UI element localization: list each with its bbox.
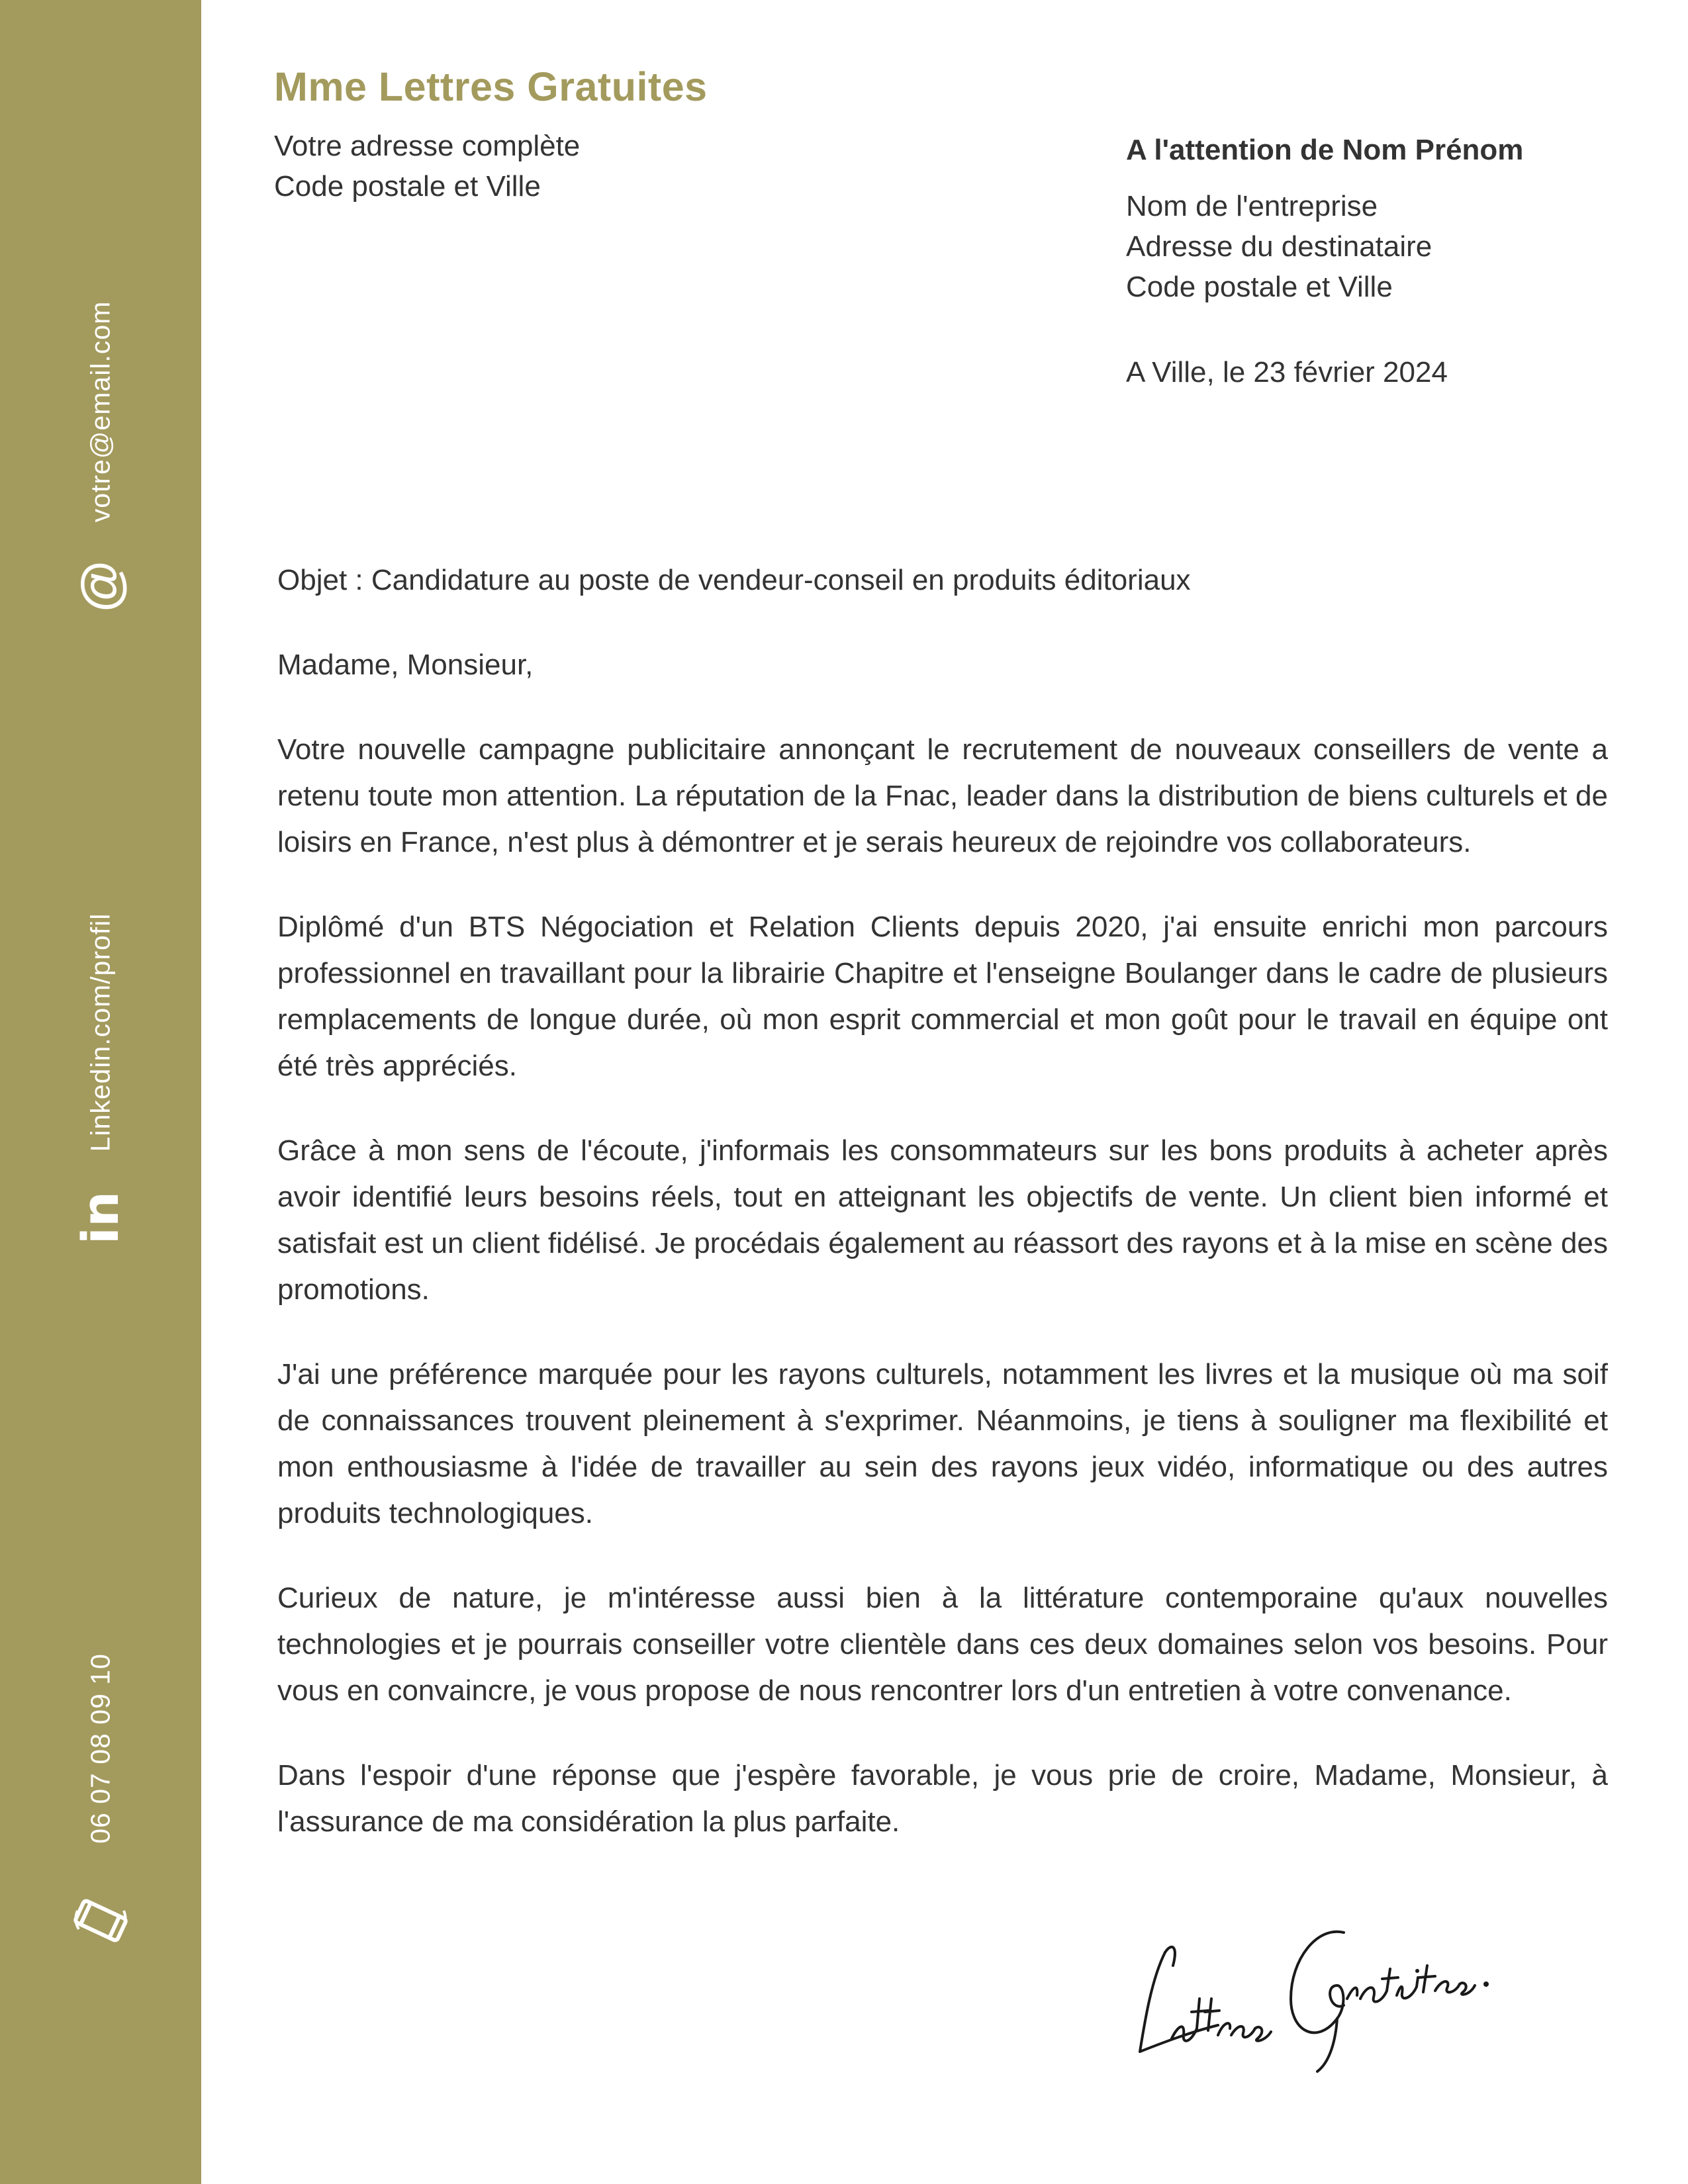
letter-paragraph: Diplômé d'un BTS Négociation et Relation Clients depuis 2020, j'ai ensuite enrichi mon parcours professionnel en travaillant pour la librairie Chapitre et l'enseigne Boulanger dans le cadre de plusieurs remplacements de longue durée, où mon esprit commercial et mon goût pour le travail en équipe ont été très appréciés.: [277, 911, 1608, 1082]
sender-city: Code postale et Ville: [274, 170, 541, 203]
sender-address: Votre adresse complète: [274, 130, 581, 162]
email-text: votre@email.com: [85, 300, 116, 523]
letter-paragraph: Curieux de nature, je m'intéresse aussi bien à la littérature contemporaine qu'aux nouvelles technologies et je pourrais conseiller votre clientèle dans ces deux domaines selon vos besoins. Pour vous en convaincre, je vous propose de nous rencontrer lors d'un entretien à votre convenance.: [277, 1582, 1608, 1707]
letter-salutation: Madame, Monsieur,: [277, 649, 534, 681]
sidebar: votre@email.com @ Linkedin.com/profil in 06 07 08 09 10: [0, 0, 201, 2184]
sender-name: Mme Lettres Gratuites: [274, 64, 708, 109]
letter-paragraph: Grâce à mon sens de l'écoute, j'informais les consommateurs sur les bons produits à acheter après avoir identifié leurs besoins réels, tout en atteignant les objectifs de vente. Un client bien informé et satisfait est un client fidélisé. Je procédais également au réassort des rayons et à la mise en scène des promotions.: [277, 1134, 1608, 1306]
recipient-address: Adresse du destinataire: [1126, 230, 1432, 263]
letter-paragraph: J'ai une préférence marquée pour les rayons culturels, notamment les livres et la musique où ma soif de connaissances trouvent pleinement à s'exprimer. Néanmoins, je tiens à souligner ma flexibilité et mon enthousiasme à l'idée de travailler au sein des rayons jeux vidéo, informatique ou des autres produits technologiques.: [277, 1358, 1608, 1529]
recipient-city: Code postale et Ville: [1126, 271, 1393, 303]
letter-subject: Objet : Candidature au poste de vendeur-conseil en produits éditoriaux: [277, 564, 1191, 596]
linkedin-text: Linkedin.com/profil: [85, 913, 116, 1152]
handwritten-signature: [1125, 1906, 1523, 2078]
sender-address-block: [274, 126, 580, 206]
recipient-block: [1126, 130, 1523, 307]
letter-date: A Ville, le 23 février 2024: [1126, 356, 1448, 388]
recipient-attention: A l'attention de Nom Prénom: [1126, 134, 1524, 166]
letter-paragraph: Dans l'espoir d'une réponse que j'espère favorable, je vous prie de croire, Madame, Monsieur, à l'assurance de ma considération la plus parfaite.: [277, 1759, 1608, 1838]
recipient-company: Nom de l'entreprise: [1126, 190, 1378, 222]
phone-text: 06 07 08 09 10: [85, 1653, 116, 1844]
letter-body: [277, 557, 1608, 1884]
letter-paragraph: Votre nouvelle campagne publicitaire annonçant le recrutement de nouveaux conseillers de vente a retenu toute mon attention. La réputation de la Fnac, leader dans la distribution de biens culturels et de loisirs en France, n'est plus à démontrer et je serais heureux de rejoindre vos collaborateurs.: [277, 733, 1608, 858]
